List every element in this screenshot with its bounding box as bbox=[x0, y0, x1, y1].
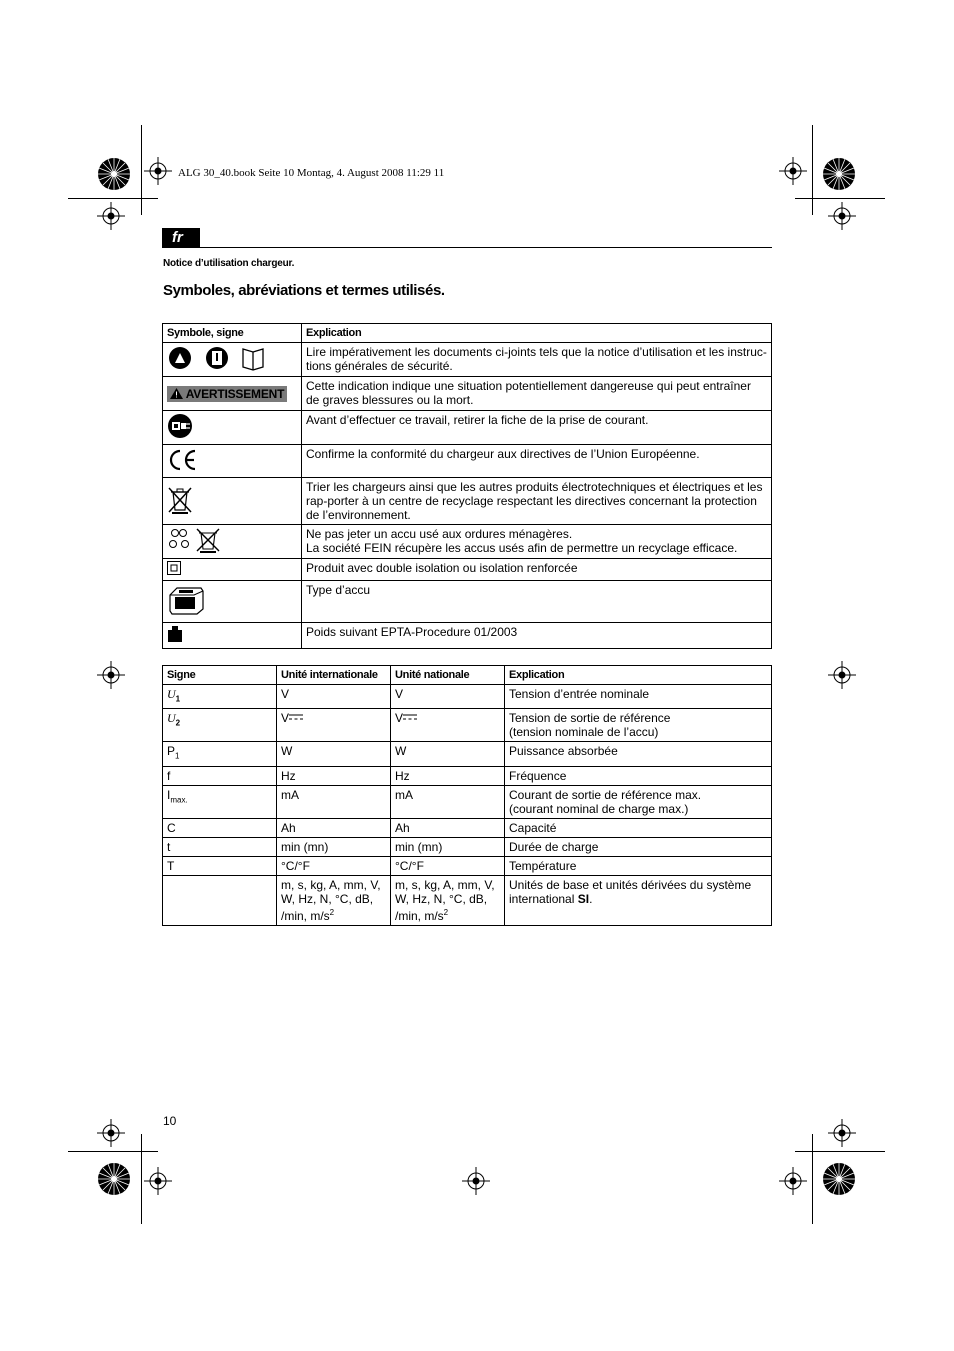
explanation-cell: Confirme la conformité du chargeur aux directives de l’Union Européenne. bbox=[302, 445, 772, 478]
unit-value: Hz bbox=[281, 768, 296, 783]
national-unit-cell bbox=[391, 856, 505, 875]
explanation-line-1: Puissance absorbée bbox=[509, 744, 618, 759]
unit-value: V bbox=[395, 687, 404, 701]
weee-bin-icon bbox=[167, 486, 193, 514]
table-row bbox=[163, 856, 772, 875]
explanation-line-2: La société FEIN récupère les accus usés afin de permettre un recyclage efficace. bbox=[306, 541, 738, 555]
explanation-line-2: (courant nominal de charge max.) bbox=[509, 801, 689, 816]
symbols-table bbox=[162, 323, 772, 649]
table-row bbox=[163, 875, 772, 925]
international-units-list: m, s, kg, A, mm, V, W, Hz, N, °C, dB, /min, m/s bbox=[281, 877, 381, 923]
explanation-cell bbox=[302, 525, 772, 559]
battery-pack-icon bbox=[167, 583, 205, 617]
header-rule bbox=[162, 247, 772, 248]
explanation-line-2: (tension nominale de l’accu) bbox=[509, 725, 659, 740]
table-row bbox=[163, 623, 772, 649]
international-unit-cell bbox=[277, 685, 391, 709]
sign-cell bbox=[163, 875, 277, 925]
table-row bbox=[163, 559, 772, 581]
column-header-sign: Signe bbox=[163, 666, 277, 685]
explanation-line-1: Fréquence bbox=[509, 768, 567, 783]
superscript: 2 bbox=[443, 907, 449, 917]
sign-subscript: 1 bbox=[175, 694, 181, 704]
sign-symbol: f bbox=[167, 768, 171, 783]
weight-icon bbox=[167, 625, 183, 643]
explanation-cell bbox=[505, 837, 772, 856]
table-row bbox=[163, 411, 772, 445]
column-header-explanation: Explication bbox=[505, 666, 772, 685]
explanation-cell bbox=[505, 766, 772, 785]
page-number: 10 bbox=[163, 1114, 177, 1128]
sign-cell bbox=[163, 742, 277, 766]
unit-value: V bbox=[395, 711, 404, 726]
national-unit-cell bbox=[391, 837, 505, 856]
ce-mark-icon bbox=[167, 448, 197, 472]
table-header-row bbox=[163, 666, 772, 685]
international-unit-cell bbox=[277, 766, 391, 785]
unit-value: W bbox=[395, 744, 407, 759]
table-header-row bbox=[163, 324, 772, 343]
sign-cell bbox=[163, 685, 277, 709]
table-row bbox=[163, 785, 772, 818]
explanation-end: . bbox=[589, 891, 593, 906]
units-table-body bbox=[163, 685, 772, 876]
unit-value: mA bbox=[281, 787, 299, 802]
units-table bbox=[162, 665, 772, 926]
table-row bbox=[163, 581, 772, 623]
document-subtitle: Notice d’utilisation chargeur. bbox=[163, 258, 295, 269]
explanation-cell bbox=[505, 875, 772, 925]
explanation-cell bbox=[505, 742, 772, 766]
explanation-cell bbox=[505, 818, 772, 837]
explanation-line-1: Durée de charge bbox=[509, 839, 599, 854]
table-row bbox=[163, 766, 772, 785]
book-file-line: ALG 30_40.book Seite 10 Montag, 4. August 2008 11:29 11 bbox=[178, 167, 445, 179]
sign-symbol: U bbox=[167, 687, 176, 701]
explanation-cell: Lire impérativement les documents ci-joints tels que la notice d’utilisation et les instruc-tions générales de sécurité. bbox=[302, 343, 772, 377]
sign-symbol: I bbox=[167, 787, 171, 802]
explanation-cell: Poids suivant EPTA-Procedure 01/2003 bbox=[302, 623, 772, 649]
sign-cell bbox=[163, 856, 277, 875]
sign-symbol: t bbox=[167, 839, 171, 854]
explanation-line-1: Ne pas jeter un accu usé aux ordures ménagères. bbox=[306, 527, 573, 541]
sign-cell bbox=[163, 709, 277, 742]
sign-subscript: 1 bbox=[175, 751, 180, 761]
international-unit-cell bbox=[277, 818, 391, 837]
explanation-text: Unités de base et unités dérivées du système international bbox=[509, 877, 752, 906]
dc-symbol-icon bbox=[289, 711, 303, 725]
table-row bbox=[163, 525, 772, 559]
international-unit-cell bbox=[277, 875, 391, 925]
national-unit-cell bbox=[391, 742, 505, 766]
language-tab: fr bbox=[162, 228, 200, 247]
column-header-explanation: Explication bbox=[302, 324, 772, 343]
sign-symbol: T bbox=[167, 858, 175, 873]
superscript: 2 bbox=[329, 907, 335, 917]
national-unit-cell bbox=[391, 875, 505, 925]
sign-subscript: max. bbox=[170, 795, 188, 805]
explanation-line-1: Courant de sortie de référence max. bbox=[509, 787, 702, 802]
international-unit-cell bbox=[277, 785, 391, 818]
read-manual-icon bbox=[167, 345, 267, 371]
explanation-line-1: Tension de sortie de référence bbox=[509, 711, 671, 726]
international-unit-cell bbox=[277, 742, 391, 766]
international-unit-cell bbox=[277, 856, 391, 875]
unit-value: V bbox=[281, 687, 290, 701]
unit-value: min (mn) bbox=[281, 839, 329, 854]
unit-value: Hz bbox=[395, 768, 410, 783]
unit-value: W bbox=[281, 744, 293, 759]
column-header-national-unit: Unité nationale bbox=[391, 666, 505, 685]
warning-triangle-icon bbox=[170, 388, 183, 399]
national-unit-cell bbox=[391, 709, 505, 742]
explanation-cell: Produit avec double isolation ou isolation renforcée bbox=[302, 559, 772, 581]
explanation-cell bbox=[505, 709, 772, 742]
international-unit-cell bbox=[277, 837, 391, 856]
sign-cell bbox=[163, 785, 277, 818]
national-unit-cell bbox=[391, 766, 505, 785]
unit-value: Ah bbox=[395, 820, 410, 835]
unit-value: Ah bbox=[281, 820, 296, 835]
table-row bbox=[163, 343, 772, 377]
explanation-cell: Trier les chargeurs ainsi que les autres produits électrotechniques et électriques et les rap-porter à un centre de recyclage respectant les directives concernant la protection de l’environnement. bbox=[302, 478, 772, 525]
national-unit-cell bbox=[391, 785, 505, 818]
explanation-line-1: Capacité bbox=[509, 820, 557, 835]
sign-cell bbox=[163, 766, 277, 785]
section-title: Symboles, abréviations et termes utilisés. bbox=[163, 282, 445, 299]
sign-cell bbox=[163, 818, 277, 837]
table-row bbox=[163, 837, 772, 856]
table-row bbox=[163, 742, 772, 766]
explanation-cell: Type d’accu bbox=[302, 581, 772, 623]
international-unit-cell bbox=[277, 709, 391, 742]
sign-symbol: P bbox=[167, 744, 176, 759]
unit-value: mA bbox=[395, 787, 413, 802]
explanation-line-1: Température bbox=[509, 858, 577, 873]
unplug-icon bbox=[167, 413, 193, 439]
explanation-cell: Cette indication indique une situation potentiellement dangereuse qui peut entraîner de graves blessures ou la mort. bbox=[302, 377, 772, 411]
si-label: SI bbox=[577, 891, 590, 906]
table-row bbox=[163, 377, 772, 411]
unit-value: °C/°F bbox=[395, 858, 424, 873]
unit-value: min (mn) bbox=[395, 839, 443, 854]
explanation-cell bbox=[505, 685, 772, 709]
warning-label bbox=[167, 386, 287, 402]
dc-symbol-icon bbox=[403, 711, 417, 725]
unit-value: °C/°F bbox=[281, 858, 310, 873]
explanation-cell bbox=[505, 785, 772, 818]
table-row bbox=[163, 445, 772, 478]
unit-value: V bbox=[281, 711, 290, 726]
explanation-cell: Avant d’effectuer ce travail, retirer la fiche de la prise de courant. bbox=[302, 411, 772, 445]
table-row bbox=[163, 709, 772, 742]
column-header-international-unit: Unité internationale bbox=[277, 666, 391, 685]
sign-symbol: U bbox=[167, 711, 176, 726]
battery-recycle-icon bbox=[167, 527, 223, 553]
column-header-symbol: Symbole, signe bbox=[163, 324, 302, 343]
sign-subscript: 2 bbox=[175, 718, 181, 728]
table-row bbox=[163, 818, 772, 837]
sign-symbol: C bbox=[167, 820, 176, 835]
national-units-list: m, s, kg, A, mm, V, W, Hz, N, °C, dB, /min, m/s bbox=[395, 877, 495, 923]
national-unit-cell bbox=[391, 685, 505, 709]
explanation-cell bbox=[505, 856, 772, 875]
sign-cell bbox=[163, 837, 277, 856]
national-unit-cell bbox=[391, 818, 505, 837]
warning-label-text: AVERTISSEMENT bbox=[185, 386, 285, 401]
double-insulation-icon bbox=[167, 561, 181, 575]
explanation-line-1: Tension d’entrée nominale bbox=[509, 687, 650, 701]
table-row bbox=[163, 478, 772, 525]
table-row bbox=[163, 685, 772, 709]
